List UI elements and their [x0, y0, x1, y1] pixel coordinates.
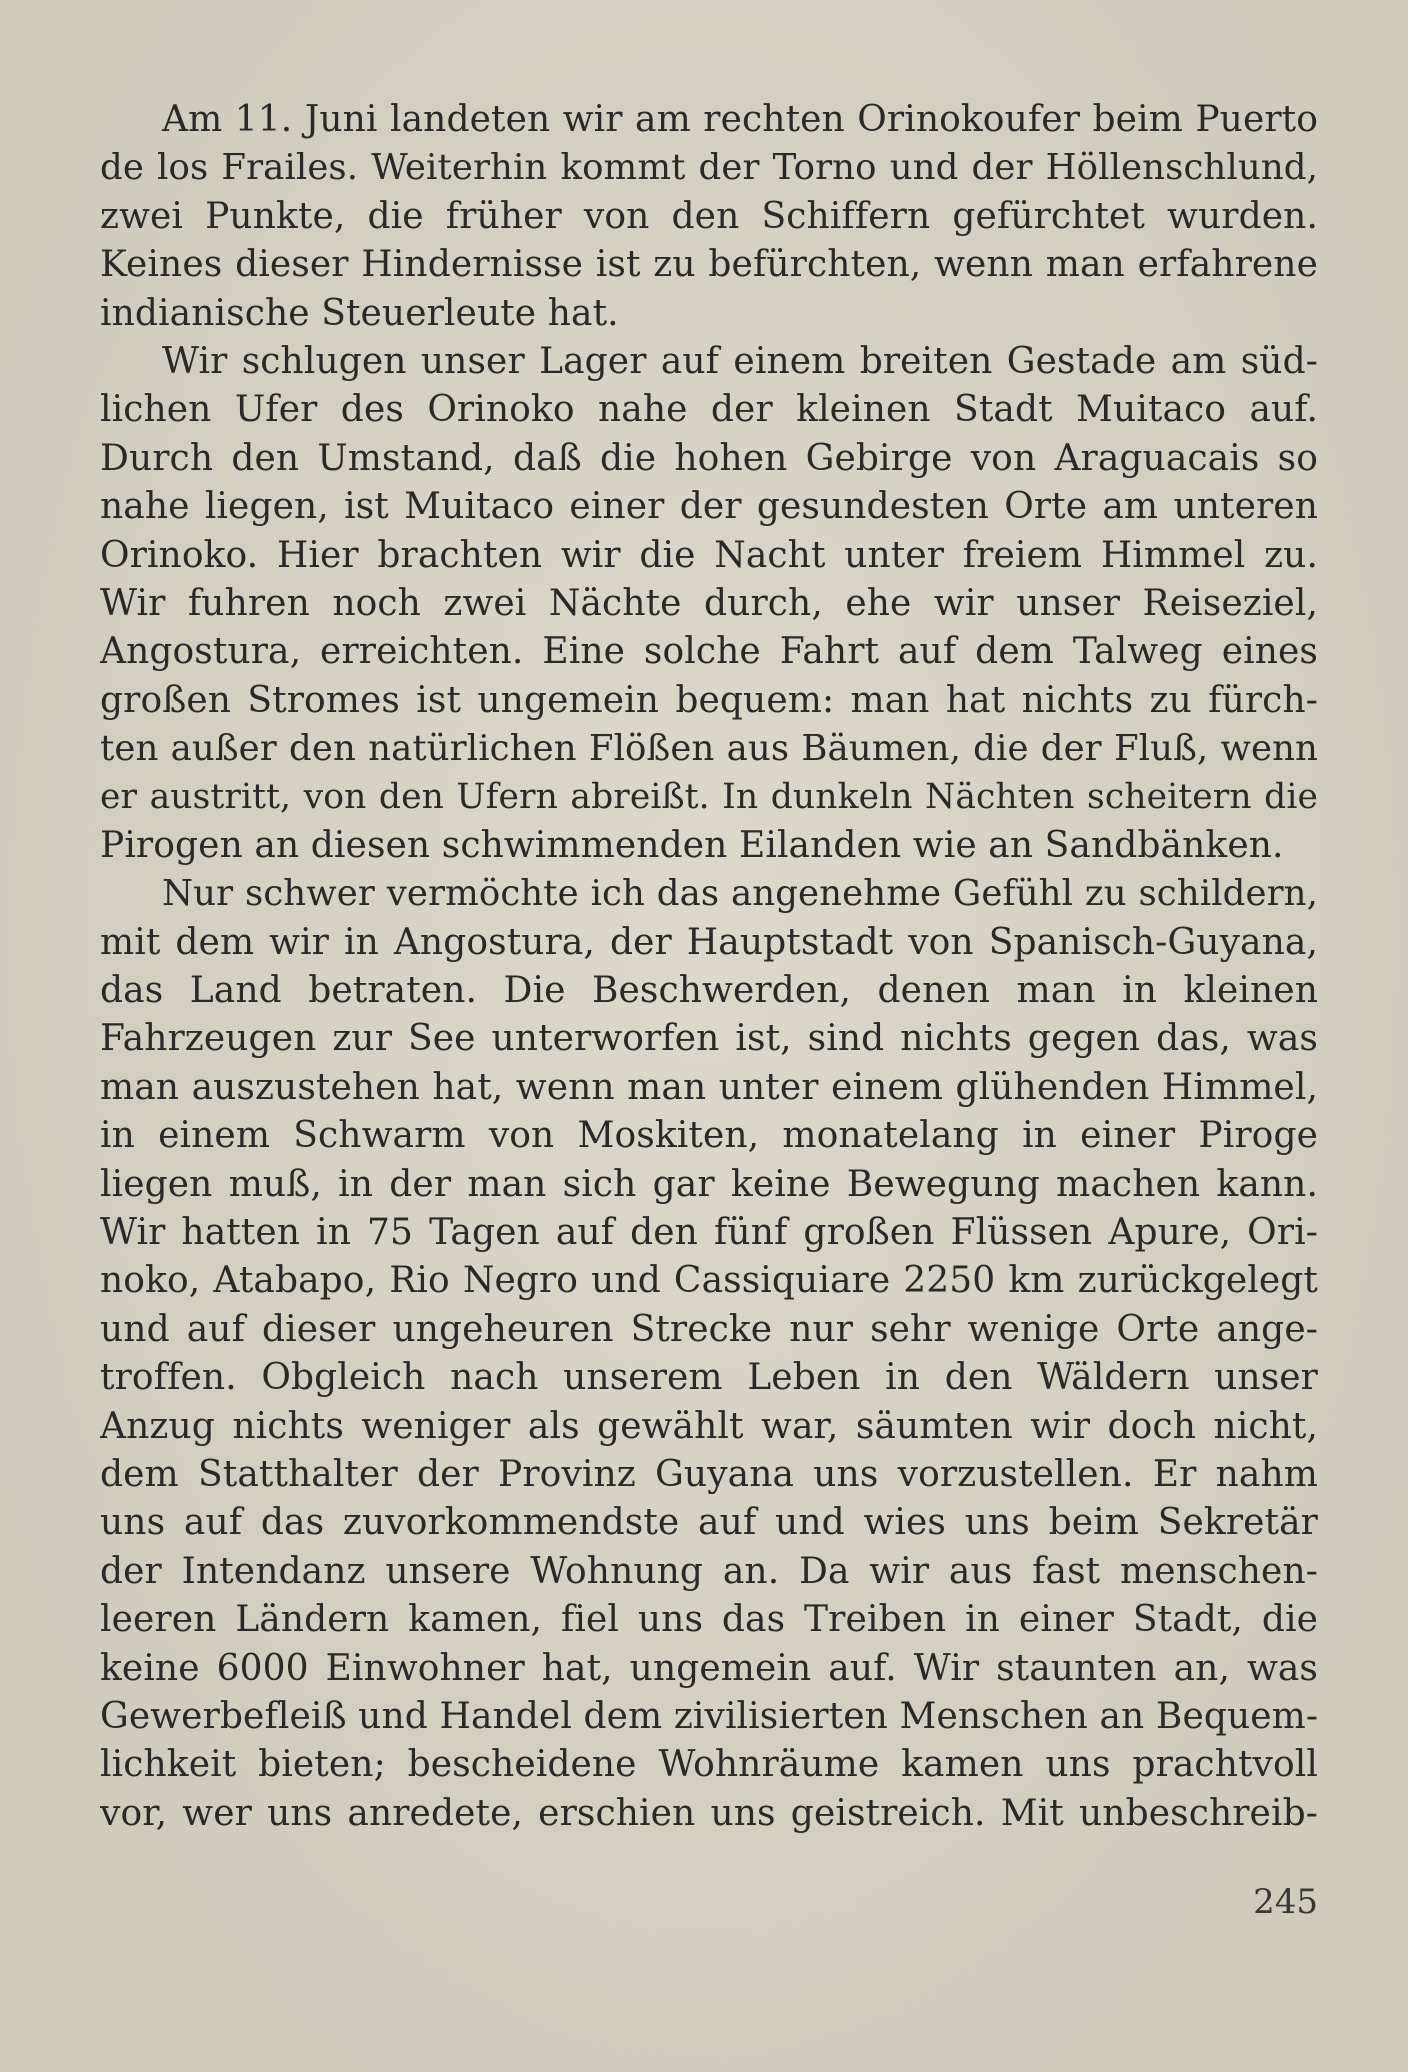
text-line: troffen. Obgleich nach unserem Leben in den Wäldern unser: [100, 1357, 1318, 1399]
text-line: Wir hatten in 75 Tagen auf den fünf großen Flüssen Apure, Ori-: [100, 1211, 1318, 1253]
text-line: Gewerbefleiß und Handel dem zivilisierten Menschen an Bequem-: [100, 1695, 1318, 1737]
text-line: und auf dieser ungeheuren Strecke nur sehr wenige Orte ange-: [100, 1308, 1318, 1350]
paragraph-2: [100, 338, 1318, 870]
text-line: Keines dieser Hindernisse ist zu befürchten, wenn man erfahrene: [100, 244, 1318, 286]
text-line: großen Stromes ist ungemein bequem: man hat nichts zu fürch-: [100, 679, 1318, 721]
text-line: keine 6000 Einwohner hat, ungemein auf. Wir staunten an, was: [100, 1647, 1318, 1689]
text-line: Anzug nichts weniger als gewählt war, säumten wir doch nicht,: [100, 1405, 1318, 1447]
text-line: indianische Steuerleute hat.: [100, 292, 619, 334]
text-line: lichen Ufer des Orinoko nahe der kleinen Stadt Muitaco auf.: [100, 389, 1318, 431]
text-line: lichkeit bieten; bescheidene Wohnräume kamen uns prachtvoll: [100, 1744, 1318, 1786]
text-line: mit dem wir in Angostura, der Hauptstadt von Spanisch-Guyana,: [100, 921, 1318, 963]
text-line: zwei Punkte, die früher von den Schiffern gefürchtet wurden.: [100, 195, 1318, 237]
text-line: liegen muß, in der man sich gar keine Bewegung machen kann.: [100, 1163, 1318, 1205]
text-line: nahe liegen, ist Muitaco einer der gesundesten Orte am unteren: [100, 486, 1318, 528]
text-line: Wir schlugen unser Lager auf einem breiten Gestade am süd-: [162, 340, 1318, 382]
text-line: vor, wer uns anredete, erschien uns geistreich. Mit unbeschreib-: [100, 1792, 1318, 1834]
paragraph-3: [100, 870, 1318, 1838]
text-line: noko, Atabapo, Rio Negro und Cassiquiare 2250 km zurückgelegt: [100, 1260, 1318, 1302]
text-line: das Land betraten. Die Beschwerden, denen man in kleinen: [100, 970, 1318, 1012]
text-line: de los Frailes. Weiterhin kommt der Torno und der Höllenschlund,: [100, 147, 1318, 189]
text-line: Orinoko. Hier brachten wir die Nacht unter freiem Himmel zu.: [100, 534, 1318, 576]
text-line: der Intendanz unsere Wohnung an. Da wir aus fast menschen-: [100, 1550, 1318, 1592]
text-line: Fahrzeugen zur See unterworfen ist, sind nichts gegen das, was: [100, 1018, 1318, 1060]
text-line: Nur schwer vermöchte ich das angenehme Gefühl zu schildern,: [162, 873, 1318, 915]
text-line: in einem Schwarm von Moskiten, monatelang in einer Piroge: [100, 1115, 1318, 1157]
text-line: uns auf das zuvorkommendste auf und wies uns beim Sekretär: [100, 1502, 1318, 1544]
text-line: dem Statthalter der Provinz Guyana uns vorzustellen. Er nahm: [100, 1453, 1318, 1495]
body-text: [100, 96, 1318, 1838]
text-line: Pirogen an diesen schwimmenden Eilanden wie an Sandbänken.: [100, 824, 1284, 866]
text-line: leeren Ländern kamen, fiel uns das Treiben in einer Stadt, die: [100, 1599, 1318, 1641]
text-line: Angostura, erreichten. Eine solche Fahrt auf dem Talweg eines: [100, 631, 1318, 673]
text-line: Am 11. Juni landeten wir am rechten Orinokoufer beim Puerto: [162, 99, 1318, 140]
paragraph-1: [100, 96, 1318, 338]
text-line: ten außer den natürlichen Flößen aus Bäumen, die der Fluß, wenn: [100, 728, 1318, 770]
text-line: Wir fuhren noch zwei Nächte durch, ehe wir unser Reiseziel,: [100, 582, 1318, 624]
text-line: man auszustehen hat, wenn man unter einem glühenden Himmel,: [100, 1066, 1318, 1108]
page-number: 245: [1253, 1882, 1318, 1922]
text-line: Durch den Umstand, daß die hohen Gebirge von Araguacais so: [100, 437, 1318, 479]
text-line: er austritt, von den Ufern abreißt. In dunkeln Nächten scheitern die: [100, 777, 1318, 818]
